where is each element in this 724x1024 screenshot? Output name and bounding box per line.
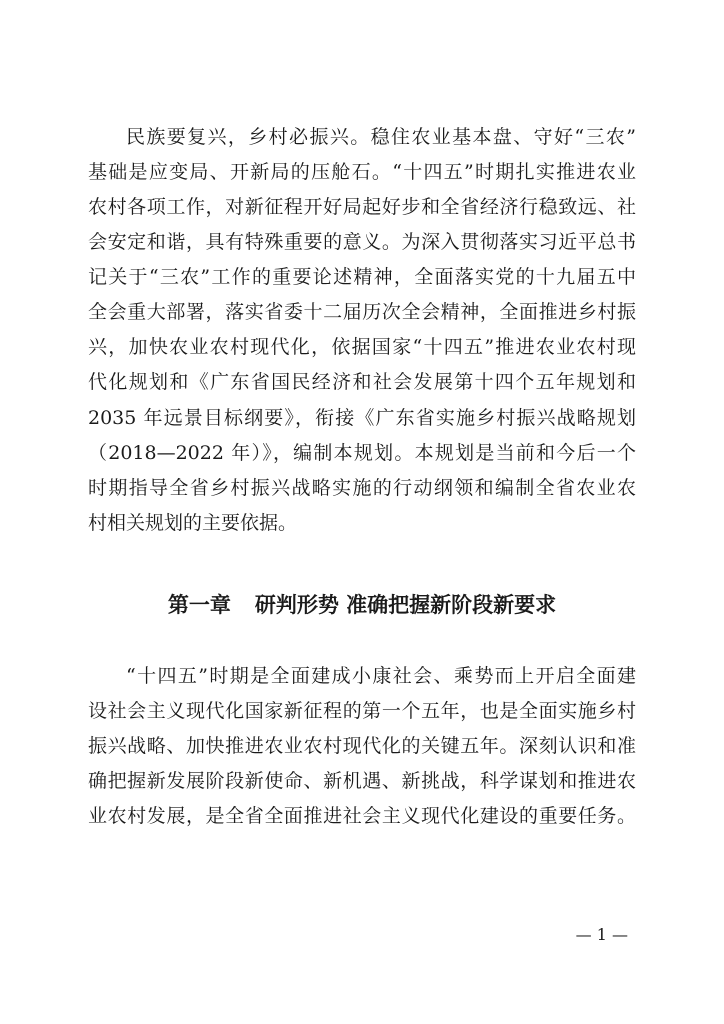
text-line: 时期指导全省乡村振兴战略实施的行动纲领和编制全省农业农 — [88, 477, 636, 499]
chapter-heading — [0, 591, 724, 619]
page-number: — 1 — — [575, 925, 628, 944]
text-line: 振兴战略、加快推进农业农村现代化的关键五年。深刻认识和准 — [88, 735, 636, 757]
text-line: 设社会主义现代化国家新征程的第一个五年，也是全面实施乡村 — [88, 700, 636, 722]
text-line: 农村各项工作，对新征程开好局起好步和全省经济行稳致远、社 — [88, 196, 636, 218]
text-line: 村相关规划的主要依据。 — [88, 512, 298, 534]
text-line: 2035 年远景目标纲要》，衔接《广东省实施乡村振兴战略规划 — [88, 407, 636, 429]
text-line: 记关于“三农”工作的重要论述精神，全面落实党的十九届五中 — [88, 266, 636, 288]
text-line: 会安定和谐，具有特殊重要的意义。为深入贯彻落实习近平总书 — [88, 231, 636, 253]
text-line: 基础是应变局、开新局的压舱石。“十四五”时期扎实推进农业 — [88, 161, 636, 183]
text-line: （2018—2022 年）》，编制本规划。本规划是当前和今后一个 — [88, 442, 636, 464]
text-line: 业农村发展，是全省全面推进社会主义现代化建设的重要任务。 — [88, 805, 636, 827]
chapter-title: 研判形势 准确把握新阶段新要求 — [254, 593, 557, 617]
text-line: “十四五”时期是全面建成小康社会、乘势而上开启全面建 — [126, 665, 636, 687]
text-line: 代化规划和《广东省国民经济和社会发展第十四个五年规划和 — [88, 371, 636, 393]
chapter-number: 第一章 — [167, 593, 231, 617]
text-line: 全会重大部署，落实省委十二届历次全会精神，全面推进乡村振 — [88, 301, 636, 323]
text-line: 确把握新发展阶段新使命、新机遇、新挑战，科学谋划和推进农 — [88, 770, 636, 792]
text-line: 兴，加快农业农村现代化，依据国家“十四五”推进农业农村现 — [88, 336, 636, 358]
text-line: 民族要复兴，乡村必振兴。稳住农业基本盘、守好“三农” — [126, 126, 636, 148]
